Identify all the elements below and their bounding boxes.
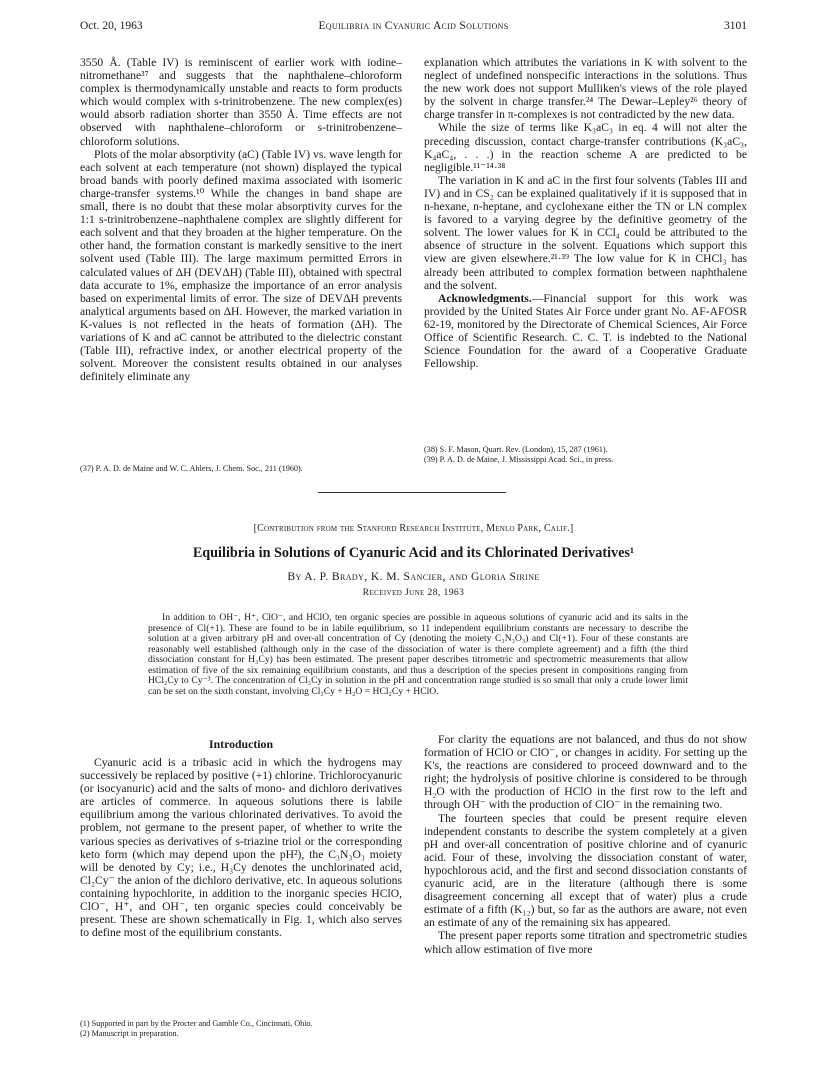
received-date: Received June 28, 1963 [362,587,465,598]
body-paragraph: For clarity the equations are not balanced, and thus do not show formation of HClO or ClO⁻, or changes in acidity. For setting up the K's, the reactions are considered to proceed downward and to the right; the hydrolysis of positive chlorine is considered to be through H₂O with the production of HClO in the first row to the left and through OH⁻ with the production of ClO⁻ in the remaining two. [424,733,747,812]
body-paragraph: The fourteen species that could be present require eleven independent constants to describe the system completely at a given pH and over-all concentration of positive chlorine and of cyanuric acid. Four of these, involving the dissociation constant of water, hypochlorous acid, and the first and second dissociation constants of cyanuric acid, are in the literature (although there is some disagreement concerning all except that of water) plus a crude estimate of a fifth (K₁₂) but, so far as the authors are aware, not even an estimate of any of the remaining six has appeared. [424,811,747,930]
footnote-39: (39) P. A. D. de Maine, J. Mississippi Acad. Sci., in press. [424,455,614,464]
intro-right-column [424,733,747,956]
contribution-line: [Contribution from the Stanford Research Institute, Menlo Park, Calif.] [253,523,574,534]
footnote-38: (38) S. F. Mason, Quart. Rev. (London), 15, 287 (1961). [424,445,608,454]
abstract: In addition to OH⁻, H⁺, ClO⁻, and HClO, ten organic species are possible in aqueous solutions of cyanuric acid and its salts in the presence of Cl(+1). These are found to be in labile equilibrium, so 11 independent equilibrium constants are necessary to describe the solution at a given arbitrary pH and over-all concentration of Cy (denoting the moiety C₃N₃O₃) and Cl(+1). Four of these constants are reasonably well established (although only in the case of the dissociation of water is there complete agreement) and a fifth (the third dissociation constant for H₃Cy) has been estimated. The present paper describes titrometric and spectrometric measurements that allow estimation of five of the six remaining equilibrium constants, and thus a description of the species present in compositions ranging from HCl₂Cy to Cy⁻³. The concentration of Cl₃Cy in solution in the pH and concentration range studied is so small that only a crude lower limit can be set on the sixth constant, involving Cl₃Cy + H₂O = HCl₂Cy + HClO. [148,612,688,697]
intro-left-column [80,756,402,939]
footnote-1: (1) Supported in part by the Procter and Gamble Co., Cincinnati, Ohio. [80,1019,313,1028]
footnote-2: (2) Manuscript in preparation. [80,1029,179,1038]
article-title: Equilibria in Solutions of Cyanuric Acid and its Chlorinated Derivatives¹ [192,545,635,561]
body-paragraph: explanation which attributes the variations in K with solvent to the neglect of undefined nonspecific interactions in the solutions. Thus the new work does not support Mulliken's views of the role played by the solvent in charge transfer.²⁴ The Dewar–Lepley²⁶ theory of charge transfer in π-complexes is not contradicted by the new data. [424,56,747,122]
acknowledgments-text: —Financial support for this work was provided by the United States Air Force under grant No. AF-AFOSR 62-19, monitored by the Directorate of Chemical Sciences, Air Force Office of Scientific Research. C. C. T. is indebted to the National Science Foundation for the award of a Cooperative Graduate Fellowship. [424,291,747,371]
top-left-column [80,56,402,383]
introduction-heading: Introduction [208,737,274,751]
body-paragraph: 3550 Å. (Table IV) is reminiscent of earlier work with iodine–nitromethane³⁷ and suggests that the naphthalene–chloroform complex is thermodynamically unstable and reacts to form products which would complex with s-trinitrobenzene. The new complex(es) would absorb radiation shorter than 3550 Å. Time effects are not observed with naphthalene–chloroform or s-trinitrobenzene–chloroform solutions. [80,56,402,148]
top-right-column [424,56,747,370]
acknowledgments-heading: Acknowledgments. [438,291,532,305]
page-number: 3101 [724,20,747,32]
author-line: By A. P. Brady, K. M. Sancier, and Gloria Sirine [287,570,540,583]
body-paragraph: The variation in K and aC in the first four solvents (Tables III and IV) and in CS₂ can be explained qualitatively if it is supposed that in n-hexane, n-heptane, and cyclohexane either the TN or LN complex is favored to a varying degree by the definitive geometry of the solvent. The lower values for K in CCl₄ could be attributed to the absence of structure in the solvent. Equations which support this view are given elsewhere.²¹·³⁹ The low value for K in CHCl₃ has already been attributed to complex formation between naphthalene and the solvent. [424,173,747,292]
issue-date: Oct. 20, 1963 [80,20,143,32]
acknowledgments-paragraph [424,292,747,371]
section-divider [318,492,506,493]
running-head [80,20,747,36]
body-paragraph: While the size of terms like K₃aC₃ in eq. 4 will not alter the preceding discussion, contact charge-transfer contributions (K₃aC₃, K₄aC₄, . . .) in the reaction scheme A are predicted to be negligible.¹¹⁻¹⁴·³⁸ [424,121,747,174]
top-right-footnotes [424,445,747,465]
intro-footnotes [80,1019,402,1039]
body-paragraph: The present paper reports some titration and spectrometric studies which allow estimation of five more [424,929,747,956]
body-paragraph: Cyanuric acid is a tribasic acid in which the hydrogens may successively be replaced by positive (+1) chlorine. Trichlorocyanuric (or isocyanuric) acid and the salts of mono- and dichloro derivatives are articles of commerce. In aqueous solutions there is labile equilibrium among the various chlorinated derivatives. To avoid the problem, not germane to the present paper, of whether to write the various species as derivatives of s-triazine triol or the corresponding keto form (which may depend upon the pH²), the C₃N₃O₃ moiety will be denoted by Cy; i.e., H₃Cy denotes the unchlorinated acid, Cl₂Cy⁻ the anion of the dichloro derivative, etc. In aqueous solutions containing hypochlorite, in addition to the inorganic species HClO, ClO⁻, H⁺, and OH⁻, ten organic species could conceivably be present. These are shown schematically in Fig. 1, which also serves to define most of the equilibrium constants. [80,756,402,940]
body-paragraph: Plots of the molar absorptivity (aC) (Table IV) vs. wave length for each solvent at each temperature (not shown) displayed the typical broad bands with poorly defined maxima associated with isomeric charge-transfer systems.¹⁰ While the changes in band shape are small, there is no doubt that these molar absorptivity curves for the 1:1 s-trinitrobenzene–naphthalene complex are slightly different for each solvent and that they broaden at the higher temperature. On the other hand, the formation constant is markedly sensitive to the inert solvent used (Table III). The large maximum permitted Errors in calculated values of ΔH (DEVΔH) (Table III), obtained with spectral data accurate to 1%, emphasize the importance of an error analysis based on experimental limits of error. The size of DEVΔH prevents analytical arguments based on ΔH. However, the marked variation in K-values is not reflected in the heats of formation (ΔH). The variations of K and aC cannot be attributed to the dielectric constant (Table III), refractive index, or another electrical property of the solvent. Moreover the consistent results obtained in our analyses definitely eliminate any [80,147,402,384]
running-title: Equilibria in Cyanuric Acid Solutions [318,20,509,32]
footnote-37: (37) P. A. D. de Maine and W. C. Ahlers, J. Chem. Soc., 211 (1960). [80,464,303,473]
